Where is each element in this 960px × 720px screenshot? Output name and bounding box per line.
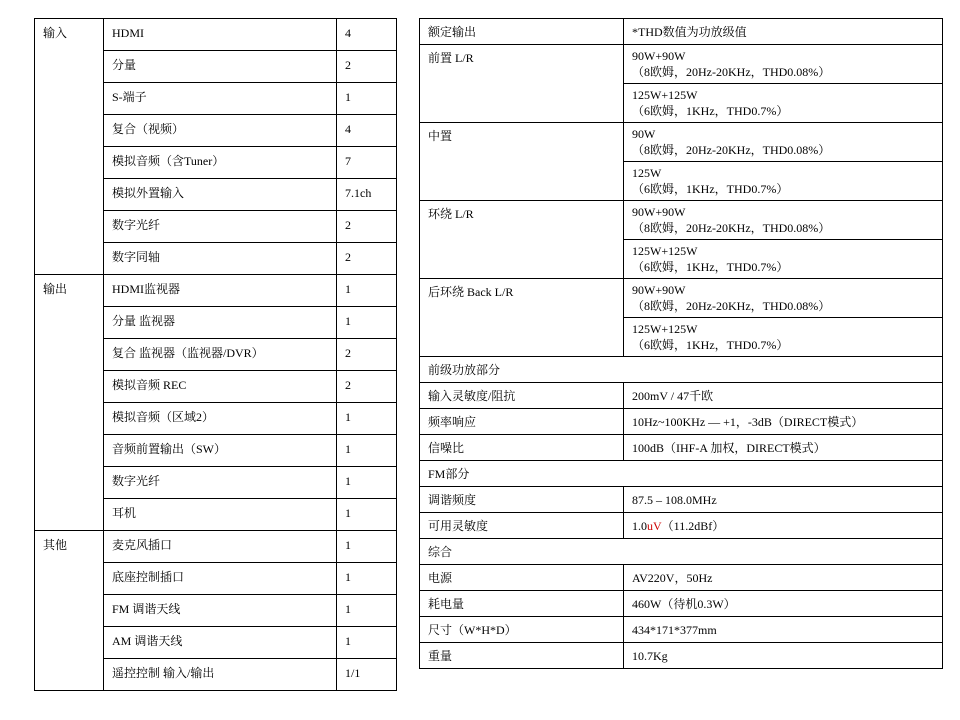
table-row — [420, 123, 943, 162]
table-row — [420, 435, 943, 461]
spec-label: 频率响应 — [420, 409, 624, 435]
group-label: 输出 — [35, 275, 104, 531]
channel-rating — [624, 45, 943, 84]
item-name: 数字光纤 — [104, 211, 337, 243]
item-name: 数字光纤 — [104, 467, 337, 499]
item-name: FM 调谐天线 — [104, 595, 337, 627]
spec-value: 10.7Kg — [624, 643, 943, 669]
item-name: 模拟外置输入 — [104, 179, 337, 211]
item-name: S-端子 — [104, 83, 337, 115]
item-quantity: 7 — [337, 147, 397, 179]
rating-condition: （8欧姆，20Hz-20KHz，THD0.08%） — [632, 65, 831, 79]
table-row — [420, 565, 943, 591]
io-spec-table-body — [35, 19, 397, 691]
section-header: FM部分 — [420, 461, 943, 487]
spec-value — [624, 513, 943, 539]
sensitivity-value: 1.0 — [632, 519, 647, 533]
item-quantity: 4 — [337, 115, 397, 147]
group-label: 输入 — [35, 19, 104, 275]
rating-condition: （6欧姆，1KHz，THD0.7%） — [632, 338, 789, 352]
spec-value: 100dB（IHF-A 加权，DIRECT模式） — [624, 435, 943, 461]
io-spec-table — [34, 18, 397, 691]
item-name: 模拟音频（含Tuner） — [104, 147, 337, 179]
item-quantity: 2 — [337, 51, 397, 83]
table-row — [420, 45, 943, 84]
table-row — [420, 383, 943, 409]
rating-condition: （8欧姆，20Hz-20KHz，THD0.08%） — [632, 143, 831, 157]
item-quantity: 1 — [337, 275, 397, 307]
item-quantity: 1/1 — [337, 659, 397, 691]
section-header-row — [420, 357, 943, 383]
table-row — [420, 591, 943, 617]
table-row — [35, 275, 397, 307]
item-quantity: 1 — [337, 531, 397, 563]
rating-power: 125W+125W — [632, 244, 698, 258]
item-name: AM 调谐天线 — [104, 627, 337, 659]
item-quantity: 4 — [337, 19, 397, 51]
item-name: 遥控控制 输入/输出 — [104, 659, 337, 691]
table-row — [420, 513, 943, 539]
rating-condition: （6欧姆，1KHz，THD0.7%） — [632, 182, 789, 196]
section-header-row — [420, 461, 943, 487]
item-quantity: 1 — [337, 403, 397, 435]
performance-spec-table — [419, 18, 943, 669]
spec-value: AV220V，50Hz — [624, 565, 943, 591]
spec-value: 200mV / 47千欧 — [624, 383, 943, 409]
item-name: 分量 监视器 — [104, 307, 337, 339]
rating-power: 125W+125W — [632, 88, 698, 102]
channel-rating — [624, 84, 943, 123]
table-row — [420, 201, 943, 240]
spec-label: 信噪比 — [420, 435, 624, 461]
rating-power: 125W+125W — [632, 322, 698, 336]
item-name: HDMI监视器 — [104, 275, 337, 307]
group-label: 其他 — [35, 531, 104, 691]
table-row — [420, 19, 943, 45]
item-name: 模拟音频（区域2） — [104, 403, 337, 435]
table-row — [420, 487, 943, 513]
item-name: HDMI — [104, 19, 337, 51]
spec-value: 434*171*377mm — [624, 617, 943, 643]
section-header: 综合 — [420, 539, 943, 565]
spec-label: 额定输出 — [420, 19, 624, 45]
channel-rating — [624, 123, 943, 162]
item-name: 复合（视频） — [104, 115, 337, 147]
item-quantity: 2 — [337, 243, 397, 275]
item-quantity: 1 — [337, 83, 397, 115]
channel-name: 后环绕 Back L/R — [420, 279, 624, 357]
table-row — [35, 531, 397, 563]
item-name: 耳机 — [104, 499, 337, 531]
channel-rating — [624, 279, 943, 318]
channel-rating — [624, 318, 943, 357]
item-quantity: 1 — [337, 467, 397, 499]
spec-label: 可用灵敏度 — [420, 513, 624, 539]
item-name: 麦克风插口 — [104, 531, 337, 563]
sensitivity-unit: uV — [647, 519, 662, 533]
rating-power: 90W+90W — [632, 283, 686, 297]
item-name: 分量 — [104, 51, 337, 83]
sensitivity-note: （11.2dBf） — [661, 519, 725, 533]
spec-value: 10Hz~100KHz — +1，-3dB（DIRECT模式） — [624, 409, 943, 435]
performance-spec-table-body — [420, 19, 943, 669]
item-name: 底座控制插口 — [104, 563, 337, 595]
table-row — [420, 617, 943, 643]
channel-name: 中置 — [420, 123, 624, 201]
channel-name: 环绕 L/R — [420, 201, 624, 279]
item-quantity: 7.1ch — [337, 179, 397, 211]
rating-power: 90W+90W — [632, 49, 686, 63]
table-row — [35, 19, 397, 51]
item-name: 数字同轴 — [104, 243, 337, 275]
item-name: 复合 监视器（监视器/DVR） — [104, 339, 337, 371]
section-header: 前级功放部分 — [420, 357, 943, 383]
rating-power: 90W — [632, 127, 656, 141]
spec-label: 重量 — [420, 643, 624, 669]
item-name: 模拟音频 REC — [104, 371, 337, 403]
spec-value: *THD数值为功放级值 — [624, 19, 943, 45]
item-quantity: 1 — [337, 435, 397, 467]
section-header-row — [420, 539, 943, 565]
spec-value: 87.5 – 108.0MHz — [624, 487, 943, 513]
channel-rating — [624, 162, 943, 201]
item-name: 音频前置输出（SW） — [104, 435, 337, 467]
item-quantity: 1 — [337, 307, 397, 339]
rating-condition: （6欧姆，1KHz，THD0.7%） — [632, 260, 789, 274]
item-quantity: 1 — [337, 499, 397, 531]
rating-condition: （6欧姆，1KHz，THD0.7%） — [632, 104, 789, 118]
channel-rating — [624, 201, 943, 240]
spec-label: 调谐频度 — [420, 487, 624, 513]
rating-condition: （8欧姆，20Hz-20KHz，THD0.08%） — [632, 221, 831, 235]
spec-label: 尺寸（W*H*D） — [420, 617, 624, 643]
item-quantity: 2 — [337, 339, 397, 371]
rating-power: 125W — [632, 166, 662, 180]
item-quantity: 1 — [337, 563, 397, 595]
item-quantity: 2 — [337, 211, 397, 243]
item-quantity: 1 — [337, 627, 397, 659]
rating-condition: （8欧姆，20Hz-20KHz，THD0.08%） — [632, 299, 831, 313]
table-row — [420, 643, 943, 669]
rating-power: 90W+90W — [632, 205, 686, 219]
spec-label: 耗电量 — [420, 591, 624, 617]
channel-rating — [624, 240, 943, 279]
item-quantity: 1 — [337, 595, 397, 627]
table-row — [420, 279, 943, 318]
item-quantity: 2 — [337, 371, 397, 403]
spec-label: 电源 — [420, 565, 624, 591]
table-row — [420, 409, 943, 435]
spec-label: 输入灵敏度/阻抗 — [420, 383, 624, 409]
spec-value: 460W（待机0.3W） — [624, 591, 943, 617]
channel-name: 前置 L/R — [420, 45, 624, 123]
